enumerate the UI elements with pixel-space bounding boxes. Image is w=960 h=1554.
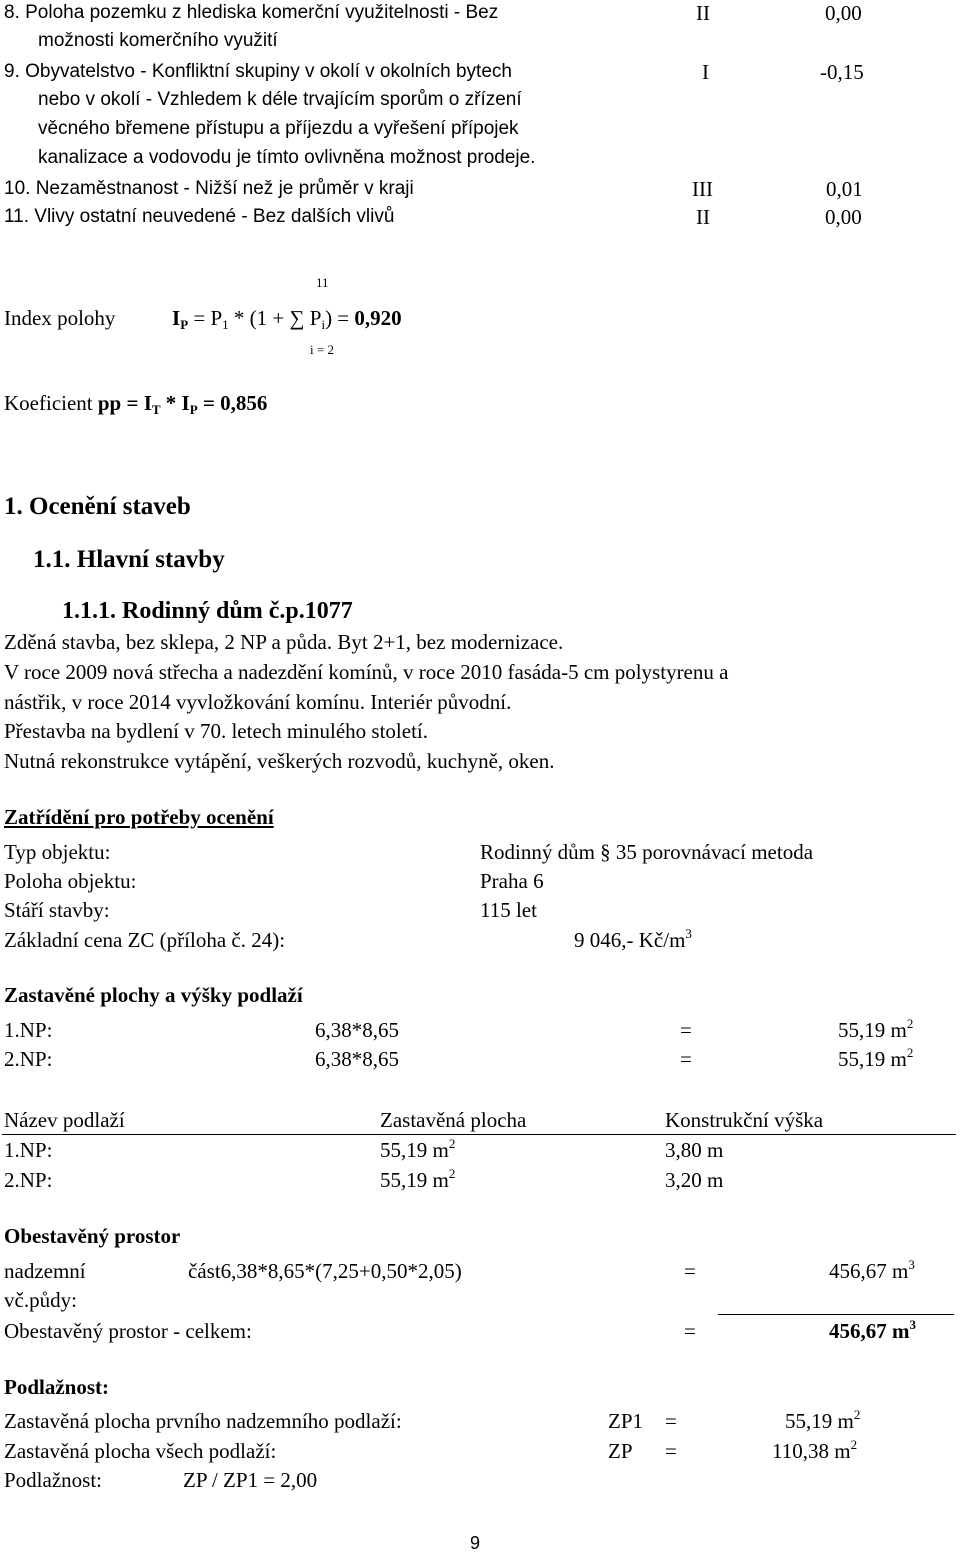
volume-total-sup: 3 [909,1317,916,1332]
ip-subscript: P [180,317,189,332]
volume-title: Obestavěný prostor [4,1224,181,1248]
eq-mid2: * (1 + [228,306,290,330]
table-area-amount: 55,19 m [380,1168,449,1192]
description-line: V roce 2009 nová střecha a nadezdění komínů, v roce 2010 fasáda-5 cm polystyrenu a [4,660,729,684]
index-label: Index polohy [4,306,116,330]
built-area-amount: 55,19 m [838,1018,907,1042]
description-line: Nutná rekonstrukce vytápění, veškerých rozvodů, kuchyně, oken. [4,749,555,773]
price-amount: 9 046,- Kč/m [574,928,686,952]
factor-8-line2: možnosti komerčního využití [38,30,278,51]
koef-label: Koeficient [4,391,98,415]
built-area-floor: 1.NP: [4,1018,53,1042]
koef-p-sub: P [189,402,198,417]
age-value: 115 let [480,898,537,922]
type-label: Typ objektu: [4,840,111,864]
table-header: Konstrukční výška [665,1108,824,1132]
volume-total-value [829,1317,916,1343]
built-area-value [838,1045,914,1071]
table-cell-name: 2.NP: [4,1168,53,1192]
factor-10-text: 10. Nezaměstnanost - Nižší než je průměr v kraji [4,178,414,199]
volume-row-value [829,1257,915,1283]
table-header: Název podlaží [4,1108,125,1132]
factor-9-line2: nebo v okolí - Vzhledem k déle trvajícím sporům o zřízení [38,89,522,110]
built-area-amount: 55,19 m [838,1047,907,1071]
volume-sup: 3 [908,1257,915,1272]
heading-1-1-1: 1.1.1. Rodinný dům č.p.1077 [62,598,353,624]
volume-total-label: Obestavěný prostor - celkem: [4,1319,252,1343]
classification-title: Zatřídění pro potřeby ocenění [4,805,274,829]
table-cell-height: 3,80 m [665,1138,724,1162]
sigma-symbol: ∑ [289,306,305,330]
table-header-rule [2,1134,956,1135]
index-equation [172,307,402,330]
koef-t-sub: T [151,402,161,417]
ip-letter: I [172,306,181,330]
page-number: 9 [470,1533,481,1553]
ratio-row3-label: Podlažnost: [4,1468,102,1492]
koef-pp: pp = I [97,391,152,415]
type-value: Rodinný dům § 35 porovnávací metoda [480,840,814,864]
heading-1-1: 1.1. Hlavní stavby [33,546,225,573]
description-line: nástřik, v roce 2014 vyvložkování komínu. Interiér původní. [4,690,512,714]
floor-ratio-title: Podlažnost: [4,1375,109,1399]
volume-row-formula: část6,38*8,65*(7,25+0,50*2,05) [188,1259,462,1283]
factor-9-value: -0,15 [820,60,864,84]
factor-9-line4: kanalizace a vodovodu je tímto ovlivněna možnost prodeje. [38,147,536,168]
volume-row-label: nadzemní [4,1259,86,1283]
factor-10-value: 0,01 [826,177,863,201]
heading-1: 1. Ocenění staveb [4,493,191,520]
factor-8-line1: 8. Poloha pozemku z hlediska komerční využitelnosti - Bez [4,2,499,23]
ratio-row2-code: ZP [608,1439,633,1463]
factor-8-value: 0,00 [825,1,862,25]
price-label: Základní cena ZC (příloha č. 24): [4,928,286,952]
built-area-eq: = [680,1018,692,1042]
factor-8-class: II [696,1,710,25]
ratio-row1-amount: 55,19 m [785,1409,854,1433]
volume-amount: 456,67 m [829,1259,909,1283]
ratio-row1-code: ZP1 [608,1409,644,1433]
price-value [574,926,692,952]
description-line: Přestavba na bydlení v 70. letech minulého století. [4,719,428,743]
ratio-row2-label: Zastavěná plocha všech podlaží: [4,1439,277,1463]
pi-symbol: P [304,306,322,330]
volume-total-eq: = [684,1319,696,1343]
table-cell-area [380,1136,456,1162]
factor-10-class: III [692,177,713,201]
age-label: Stáří stavby: [4,898,110,922]
built-area-formula: 6,38*8,65 [315,1018,399,1042]
built-area-formula: 6,38*8,65 [315,1047,399,1071]
ratio-row1-value [785,1407,861,1433]
table-area-amount: 55,19 m [380,1138,449,1162]
volume-row-label-2: vč.půdy: [4,1288,77,1312]
ratio-row2-eq: = [665,1439,677,1463]
sum-lower-limit: i = 2 [310,342,334,357]
built-area-value [838,1016,914,1042]
table-cell-name: 1.NP: [4,1138,53,1162]
location-value: Praha 6 [480,869,544,893]
pi-subscript: i [321,317,326,332]
built-area-sup: 2 [906,1045,914,1060]
ratio-row1-eq: = [665,1409,677,1433]
built-area-eq: = [680,1047,692,1071]
factor-9-line1: 9. Obyvatelstvo - Konfliktní skupiny v okolí v okolních bytech [4,61,512,82]
ratio-row3-value: ZP / ZP1 = 2,00 [183,1468,318,1492]
volume-sum-rule [718,1314,954,1315]
description-line: Zděná stavba, bez sklepa, 2 NP a půda. Byt 2+1, bez modernizace. [4,630,564,654]
table-cell-height: 3,20 m [665,1168,724,1192]
ratio-row2-value [772,1437,858,1463]
index-result: 0,920 [354,306,402,330]
p1-subscript: 1 [222,317,229,332]
location-label: Poloha objektu: [4,869,137,893]
table-cell-area [380,1166,456,1192]
koef-mid: * I [160,391,190,415]
volume-row-eq: = [684,1259,696,1283]
factor-9-line3: věcného břemene přístupu a příjezdu a vyřešení přípojek [38,118,519,139]
ratio-row2-amount: 110,38 m [772,1439,851,1463]
ratio-row2-sup: 2 [850,1437,858,1452]
factor-9-class: I [702,60,709,84]
factor-11-text: 11. Vlivy ostatní neuvedené - Bez dalších vlivů [4,206,395,227]
built-area-sup: 2 [906,1016,914,1031]
price-sup: 3 [685,926,692,941]
built-areas-title: Zastavěné plochy a výšky podlaží [4,983,303,1007]
eq-mid: = P [188,306,223,330]
factor-11-value: 0,00 [825,205,862,229]
koeficient-line [4,392,267,415]
sum-upper-limit: 11 [316,275,329,290]
koef-result: = 0,856 [197,391,268,415]
built-area-floor: 2.NP: [4,1047,53,1071]
ratio-row1-sup: 2 [853,1407,861,1422]
eq-end: ) = [325,306,355,330]
table-area-sup: 2 [448,1166,456,1181]
volume-total-amount: 456,67 m [829,1319,910,1343]
table-area-sup: 2 [448,1136,456,1151]
table-header: Zastavěná plocha [380,1108,527,1132]
factor-11-class: II [696,205,710,229]
ratio-row1-label: Zastavěná plocha prvního nadzemního podlaží: [4,1409,402,1433]
